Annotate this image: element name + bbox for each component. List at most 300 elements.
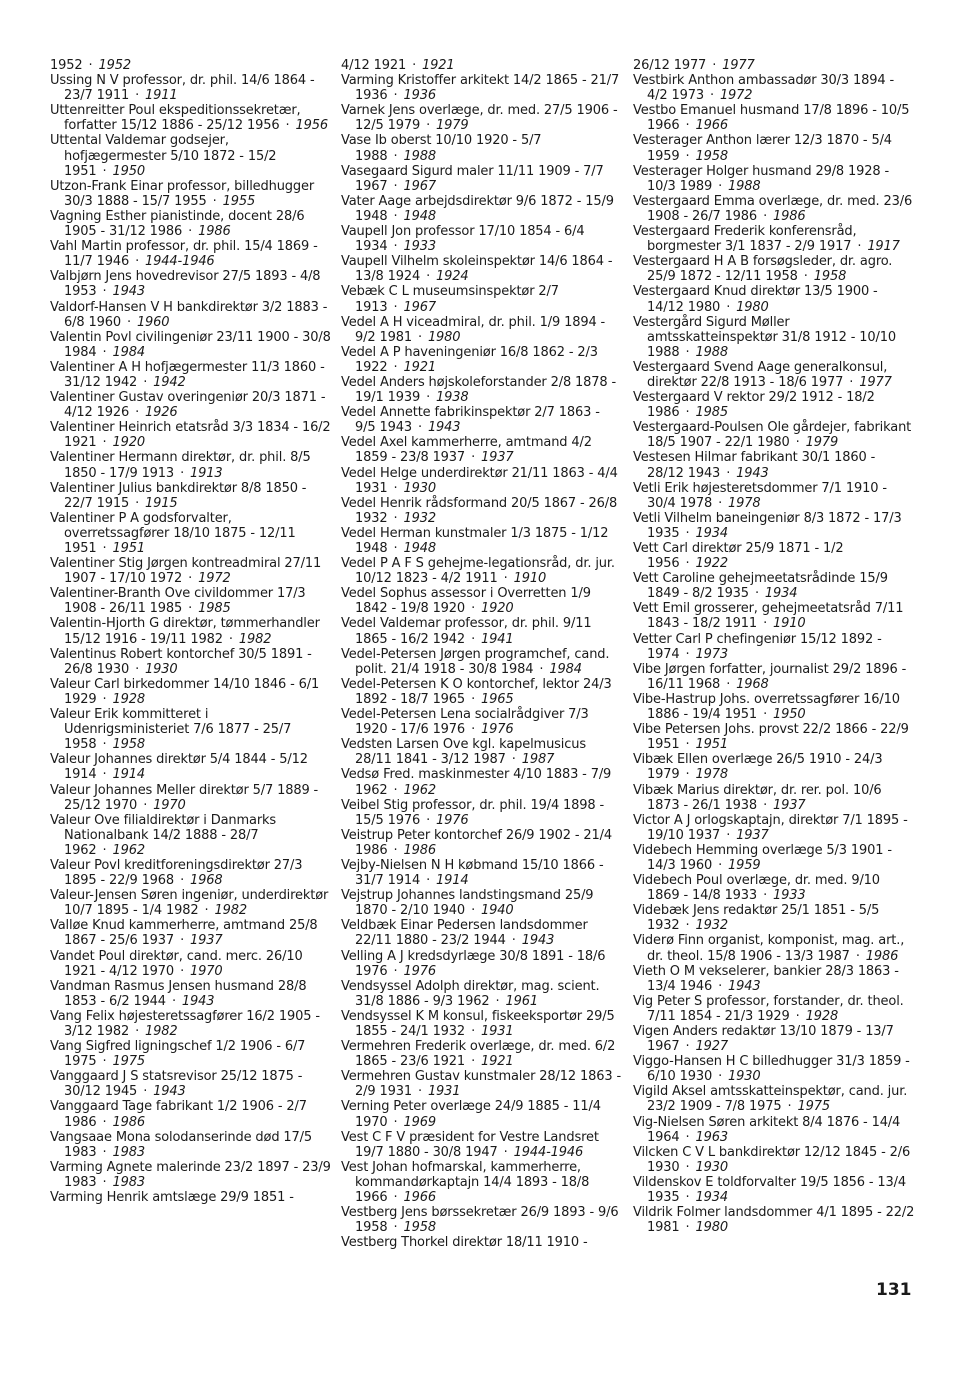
entry-text: Varming Kristoffer arkitekt 14/2 1865 - 21/7 1936 xyxy=(341,73,620,104)
entry-text: Valeur Povl kreditforeningsdirektør 27/3 1895 - 22/9 1968 xyxy=(50,857,303,889)
separator-dot: · xyxy=(511,933,516,949)
entry-year: 1934 xyxy=(695,1190,728,1206)
register-entry xyxy=(50,330,332,360)
separator-dot: · xyxy=(135,254,140,270)
entry-text: Vildrik Folmer landsdommer 4/1 1895 - 22/2 1981 xyxy=(633,1205,915,1236)
entry-text: Vestbo Emanuel husmand 17/8 1896 - 10/5 1966 xyxy=(633,103,910,134)
entry-year: 1914 xyxy=(436,873,469,889)
entry-year: 1967 xyxy=(403,299,436,315)
separator-dot: · xyxy=(539,661,544,677)
register-entry xyxy=(341,405,623,435)
entry-year: 1934 xyxy=(764,586,798,602)
entry-year: 1936 xyxy=(403,88,436,104)
separator-dot: · xyxy=(126,314,131,330)
register-entry xyxy=(633,58,915,73)
entry-year: 1932 xyxy=(695,918,728,934)
entry-text: Vejby-Nielsen N H købmand 15/10 1866 - 31/7 1914 xyxy=(341,857,604,889)
entry-text: Vedel-Petersen Lena socialrådgiver 7/3 1920 - 17/6 1976 xyxy=(341,707,589,738)
entry-text: Vestergaard H A B forsøgsleder, dr. agro. 25/9 1872 - 12/11 1958 xyxy=(633,254,893,285)
entry-text: Vig-Nielsen Søren arkitekt 8/4 1876 - 14/4 1964 xyxy=(633,1114,901,1145)
register-entry xyxy=(341,1205,623,1235)
entry-year: 1943 xyxy=(728,978,761,994)
entry-text: Vanggaard J S statsrevisor 25/12 1875 - 30/12 1945 xyxy=(50,1069,303,1100)
entry-year: 1948 xyxy=(403,541,436,556)
separator-dot: · xyxy=(393,510,398,526)
entry-text: Valentiner Julius bankdirektør 8/8 1850 - 22/7 1915 xyxy=(50,480,307,511)
separator-dot: · xyxy=(511,752,516,768)
separator-dot: · xyxy=(393,359,398,375)
separator-dot: · xyxy=(685,1039,690,1055)
entry-text: Victor A J orlogskaptajn, direktør 7/1 1895 - 19/10 1937 xyxy=(633,812,908,843)
entry-text: Vedel A P haveningeniør 16/8 1862 - 2/3 1922 xyxy=(341,344,598,375)
separator-dot: · xyxy=(754,586,759,602)
entry-text: Vestberg Jens børssekretær 26/9 1893 - 9/6 1958 xyxy=(341,1205,619,1236)
entry-year: 1970 xyxy=(190,963,223,979)
entry-year: 1933 xyxy=(403,239,436,255)
entry-text: Vahl Martin professor, dr. phil. 15/4 1869 - 11/7 1946 xyxy=(50,239,318,270)
register-entry xyxy=(633,692,915,722)
register-entry xyxy=(50,360,332,390)
register-entry xyxy=(341,979,623,1009)
entry-year: 1917 xyxy=(867,239,900,255)
entry-year: 1970 xyxy=(153,797,186,813)
entry-text: Vase Ib oberst 10/10 1920 - 5/7 1988 xyxy=(341,133,542,164)
entry-year: 1928 xyxy=(805,1008,839,1024)
entry-year: 1928 xyxy=(112,691,145,707)
separator-dot: · xyxy=(763,208,768,224)
entry-year: 1967 xyxy=(403,178,436,194)
entry-text: Velling A J kredsdyrlæge 30/8 1891 - 18/6 1976 xyxy=(341,948,606,979)
entry-year: 1982 xyxy=(214,903,247,919)
entry-text: Vigen Anders redaktør 13/10 1879 - 13/7 1967 xyxy=(633,1024,894,1055)
register-entry xyxy=(633,783,915,813)
entry-year: 1965 xyxy=(481,691,514,707)
register-entry xyxy=(341,767,623,797)
separator-dot: · xyxy=(135,661,140,677)
entry-text: 26/12 1977 xyxy=(633,58,707,73)
separator-dot: · xyxy=(393,782,398,798)
separator-dot: · xyxy=(685,118,690,134)
register-entry xyxy=(633,1024,915,1054)
entry-text: Vestergaard Frederik konferensråd, borgmester 3/1 1837 - 2/9 1917 xyxy=(633,224,857,255)
entry-year: 1930 xyxy=(728,1069,761,1085)
entry-year: 1959 xyxy=(728,857,761,873)
entry-year: 1985 xyxy=(198,601,231,617)
entry-text: Vesterager Holger husmand 29/8 1928 - 10/3 1989 xyxy=(633,163,890,194)
entry-year: 1976 xyxy=(481,722,514,738)
separator-dot: · xyxy=(712,58,717,73)
separator-dot: · xyxy=(102,842,107,858)
separator-dot: · xyxy=(718,857,723,873)
entry-text: Vedel Axel kammerherre, amtmand 4/2 1859 - 23/8 1937 xyxy=(341,435,592,466)
entry-year: 1962 xyxy=(403,782,436,798)
entry-text: Vangsaae Mona solodanserinde død 17/5 1983 xyxy=(50,1129,313,1160)
entry-text: Videbech Poul overlæge, dr. med. 9/10 1869 - 14/8 1933 xyxy=(633,873,880,904)
register-entry xyxy=(633,224,915,254)
register-entry xyxy=(50,269,332,299)
entry-year: 1980 xyxy=(736,299,769,315)
column-3 xyxy=(633,58,915,1235)
entry-year: 1976 xyxy=(403,963,436,979)
column-1 xyxy=(50,58,332,1205)
separator-dot: · xyxy=(417,1084,422,1100)
entry-text: Vermehren Gustav kunstmaler 28/12 1863 - 2/9 1931 xyxy=(341,1069,622,1100)
separator-dot: · xyxy=(685,646,690,662)
entry-year: 1976 xyxy=(436,812,469,828)
separator-dot: · xyxy=(685,918,690,934)
entry-text: Valeur Erik kommitteret i Udenrigsministeriet 7/6 1877 - 25/7 1958 xyxy=(50,707,292,753)
entry-text: Vestberg Thorkel direktør 18/11 1910 - xyxy=(341,1235,588,1251)
entry-text: Vedel Helge underdirektør 21/11 1863 - 4/4 1931 xyxy=(341,465,618,496)
register-entry xyxy=(341,345,623,375)
register-entry xyxy=(341,194,623,224)
entry-year: 1969 xyxy=(403,1114,436,1130)
register-entry xyxy=(50,179,332,209)
register-entry xyxy=(50,858,332,888)
register-entry xyxy=(50,133,332,178)
separator-dot: · xyxy=(857,239,862,255)
entry-text: Valentiner Hermann direktør, dr. phil. 8/5 1850 - 17/9 1913 xyxy=(50,450,311,481)
register-entry xyxy=(633,964,915,994)
entry-year: 1930 xyxy=(695,1159,728,1175)
register-entry xyxy=(341,254,623,284)
entry-text: Valentinus Robert kontorchef 30/5 1891 - 26/8 1930 xyxy=(50,646,312,677)
register-entry xyxy=(341,586,623,616)
entry-text: Varming Henrik amtslæge 29/9 1851 - xyxy=(50,1190,294,1206)
page-number: 131 xyxy=(876,1280,912,1300)
entry-text: Vibæk Ellen overlæge 26/5 1910 - 24/3 1979 xyxy=(633,752,883,783)
register-entry xyxy=(633,254,915,284)
separator-dot: · xyxy=(685,405,690,421)
register-entry xyxy=(633,73,915,103)
entry-year: 1938 xyxy=(436,390,469,406)
entry-text: Vilcken C V L bankdirektør 12/12 1845 - 2/6 1930 xyxy=(633,1144,911,1175)
entry-text: Valentiner-Branth Ove civildommer 17/3 1908 - 26/11 1985 xyxy=(50,586,306,617)
entry-year: 1926 xyxy=(145,405,178,421)
entry-text: Vesterager Anthon lærer 12/3 1870 - 5/4 1959 xyxy=(633,133,892,164)
register-entry xyxy=(50,390,332,420)
separator-dot: · xyxy=(180,933,185,949)
entry-text: Vedel Herman kunstmaler 1/3 1875 - 1/12 1948 xyxy=(341,525,609,556)
entry-year: 1910 xyxy=(773,616,806,632)
entry-year: 1975 xyxy=(112,1054,145,1070)
entry-text: Vieth O M vekselerer, bankier 28/3 1863 - 13/4 1946 xyxy=(633,963,899,994)
separator-dot: · xyxy=(718,178,723,194)
register-entry xyxy=(341,133,623,163)
entry-year: 1958 xyxy=(695,148,728,164)
entry-year: 1961 xyxy=(505,993,538,1009)
entry-text: Vett Emil grosserer, gehejmeetatsråd 7/11 1843 - 18/2 1911 xyxy=(633,601,904,632)
register-entry xyxy=(341,1009,623,1039)
entry-year: 1931 xyxy=(427,1084,461,1100)
register-entry xyxy=(341,375,623,405)
register-entry xyxy=(633,601,915,631)
entry-text: Vasegaard Sigurd maler 11/11 1909 - 7/7 1967 xyxy=(341,163,604,194)
entry-text: Vestergaard Knud direktør 13/5 1900 - 14/12 1980 xyxy=(633,284,878,315)
entry-text: Vett Carl direktør 25/9 1871 - 1/2 1956 xyxy=(633,541,844,572)
register-entry xyxy=(50,1130,332,1160)
register-entry xyxy=(50,239,332,269)
entry-year: 1924 xyxy=(436,269,469,285)
register-entry xyxy=(341,1130,623,1160)
entry-year: 1986 xyxy=(112,1114,145,1130)
entry-text: Valeur Carl birkedommer 14/10 1846 - 6/1 1929 xyxy=(50,676,320,707)
register-entry xyxy=(50,556,332,586)
entry-text: Vett Caroline gehejmeetatsrådinde 15/9 1849 - 8/2 1935 xyxy=(633,571,888,602)
entry-year: 1955 xyxy=(222,193,256,209)
separator-dot: · xyxy=(204,903,209,919)
entry-text: Viderø Finn organist, komponist, mag. art., dr. theol. 15/8 1906 - 13/3 1987 xyxy=(633,933,905,964)
separator-dot: · xyxy=(685,767,690,783)
entry-text: Videbæk Jens redaktør 25/1 1851 - 5/5 1932 xyxy=(633,903,880,934)
separator-dot: · xyxy=(763,888,768,904)
entry-year: 1987 xyxy=(521,752,555,768)
entry-year: 1958 xyxy=(403,1220,436,1236)
register-entry xyxy=(341,224,623,254)
entry-text: Ussing N V professor, dr. phil. 14/6 1864 - 23/7 1911 xyxy=(50,73,315,104)
separator-dot: · xyxy=(393,178,398,194)
register-entry xyxy=(633,752,915,782)
separator-dot: · xyxy=(102,1114,107,1130)
entry-text: Vater Aage arbejdsdirektør 9/6 1872 - 15/9 1948 xyxy=(341,193,614,224)
entry-year: 1940 xyxy=(481,903,514,919)
separator-dot: · xyxy=(102,435,107,451)
separator-dot: · xyxy=(212,193,217,209)
separator-dot: · xyxy=(135,405,140,421)
register-entry xyxy=(341,435,623,465)
separator-dot: · xyxy=(471,722,476,738)
register-entry xyxy=(50,1190,332,1205)
entry-text: 1952 xyxy=(50,58,83,73)
register-entry xyxy=(50,949,332,979)
entry-year: 1979 xyxy=(805,435,839,451)
entry-text: Vebæk C L museumsinspektør 2/7 1913 xyxy=(341,284,559,315)
entry-text: Vedel A H viceadmiral, dr. phil. 1/9 1894 - 9/2 1981 xyxy=(341,314,606,345)
register-entry xyxy=(50,73,332,103)
entry-year: 1975 xyxy=(797,1099,830,1115)
separator-dot: · xyxy=(726,676,731,692)
register-entry xyxy=(633,541,915,571)
register-entry xyxy=(341,918,623,948)
separator-dot: · xyxy=(803,269,808,285)
entry-text: Vaupell Jon professor 17/10 1854 - 6/4 1934 xyxy=(341,224,585,255)
separator-dot: · xyxy=(726,465,731,481)
separator-dot: · xyxy=(102,1174,107,1190)
separator-dot: · xyxy=(426,812,431,828)
separator-dot: · xyxy=(102,1144,107,1160)
separator-dot: · xyxy=(180,963,185,979)
separator-dot: · xyxy=(188,571,193,587)
register-entry xyxy=(633,662,915,692)
entry-year: 1958 xyxy=(112,737,145,753)
separator-dot: · xyxy=(393,239,398,255)
entry-text: Vedel Valdemar professor, dr. phil. 9/11 1865 - 16/2 1942 xyxy=(341,616,592,647)
separator-dot: · xyxy=(102,541,107,556)
entry-text: Vest C F V præsident for Vestre Landsret 19/7 1880 - 30/8 1947 xyxy=(341,1129,599,1160)
entry-year: 1962 xyxy=(112,842,145,858)
separator-dot: · xyxy=(228,631,233,647)
register-entry xyxy=(50,752,332,782)
separator-dot: · xyxy=(393,1114,398,1130)
register-entry xyxy=(341,677,623,707)
separator-dot: · xyxy=(718,1069,723,1085)
entry-year: 1921 xyxy=(403,359,436,375)
register-entry xyxy=(341,496,623,526)
register-entry xyxy=(50,707,332,752)
separator-dot: · xyxy=(143,374,148,390)
entry-year: 1943 xyxy=(181,993,215,1009)
separator-dot: · xyxy=(726,827,731,843)
separator-dot: · xyxy=(88,58,93,73)
entry-year: 1943 xyxy=(736,465,769,481)
entry-text: Valentiner Heinrich etatsråd 3/3 1834 - 16/2 1921 xyxy=(50,420,331,451)
register-entry xyxy=(50,1069,332,1099)
entry-year: 1968 xyxy=(736,676,769,692)
separator-dot: · xyxy=(143,797,148,813)
entry-text: Valentin Povl civilingeniør 23/11 1900 - 30/8 1984 xyxy=(50,329,331,360)
entry-year: 1951 xyxy=(695,737,728,753)
entry-text: Vendsyssel K M konsul, fiskeeksportør 29/5 1855 - 24/1 1932 xyxy=(341,1008,615,1039)
entry-year: 1988 xyxy=(728,178,761,194)
separator-dot: · xyxy=(143,1084,148,1100)
separator-dot: · xyxy=(180,465,185,481)
entry-year: 1920 xyxy=(481,601,514,617)
entry-text: Valeur Johannes Meller direktør 5/7 1889 - 25/12 1970 xyxy=(50,782,319,813)
register-entry xyxy=(341,284,623,314)
entry-year: 1950 xyxy=(112,163,145,179)
separator-dot: · xyxy=(102,737,107,753)
register-entry xyxy=(633,933,915,963)
entry-text: Videbech Hemming overlæge 5/3 1901 - 14/3 1960 xyxy=(633,842,892,873)
entry-year: 1937 xyxy=(190,933,223,949)
separator-dot: · xyxy=(471,450,476,466)
separator-dot: · xyxy=(417,420,422,436)
entry-year: 1937 xyxy=(773,797,806,813)
entry-year: 1984 xyxy=(112,344,145,360)
separator-dot: · xyxy=(503,1144,508,1160)
separator-dot: · xyxy=(135,88,140,104)
entry-year: 1952 xyxy=(98,58,131,73)
register-entry xyxy=(50,616,332,646)
entry-text: Vestergaard V rektor 29/2 1912 - 18/2 1986 xyxy=(633,390,875,421)
entry-year: 1986 xyxy=(773,208,806,224)
entry-year: 1968 xyxy=(190,873,223,889)
register-entry xyxy=(633,1084,915,1114)
separator-dot: · xyxy=(393,299,398,315)
entry-text: Valentiner A H hofjægermester 11/3 1860 - 31/12 1942 xyxy=(50,359,325,390)
entry-year: 1984 xyxy=(549,661,582,677)
separator-dot: · xyxy=(393,88,398,104)
separator-dot: · xyxy=(685,1190,690,1206)
separator-dot: · xyxy=(393,480,398,496)
register-entry xyxy=(633,571,915,601)
separator-dot: · xyxy=(471,631,476,647)
entry-year: 1978 xyxy=(695,767,728,783)
entry-year: 1977 xyxy=(859,374,892,390)
entry-year: 1943 xyxy=(521,933,555,949)
entry-year: 1948 xyxy=(403,208,436,224)
entry-text: Vang Felix højesteretssagfører 16/2 1905 - 3/12 1982 xyxy=(50,1008,320,1039)
separator-dot: · xyxy=(849,374,854,390)
separator-dot: · xyxy=(685,344,690,360)
register-entry xyxy=(50,888,332,918)
separator-dot: · xyxy=(471,1054,476,1070)
entry-year: 1943 xyxy=(153,1084,186,1100)
entry-year: 1933 xyxy=(773,888,806,904)
separator-dot: · xyxy=(426,873,431,889)
entry-text: Verning Peter overlæge 24/9 1885 - 11/4 1970 xyxy=(341,1099,601,1130)
entry-year: 1931 xyxy=(481,1024,514,1039)
register-entry xyxy=(633,1145,915,1175)
separator-dot: · xyxy=(102,163,107,179)
register-entry xyxy=(341,1235,623,1250)
register-entry xyxy=(50,783,332,813)
register-entry xyxy=(341,1069,623,1099)
separator-dot: · xyxy=(417,329,422,345)
separator-dot: · xyxy=(471,1024,476,1039)
entry-year: 1988 xyxy=(695,344,728,360)
entry-text: Vetter Carl P chefingeniør 15/12 1892 - 1974 xyxy=(633,631,882,662)
column-2 xyxy=(341,58,623,1250)
entry-text: Vetli Vilhelm baneingeniør 8/3 1872 - 17/3 1935 xyxy=(633,510,902,541)
separator-dot: · xyxy=(102,1054,107,1070)
register-entry xyxy=(50,450,332,480)
entry-text: Valeur Ove filialdirektør i Danmarks Nationalbank 14/2 1888 - 28/7 1962 xyxy=(50,812,277,858)
register-entry xyxy=(50,979,332,1009)
entry-year: 1979 xyxy=(436,118,469,134)
entry-year: 1982 xyxy=(238,631,272,647)
entry-text: Vedsten Larsen Ove kgl. kapelmusicus 28/11 1841 - 3/12 1987 xyxy=(341,737,586,768)
separator-dot: · xyxy=(171,993,176,1009)
register-entry xyxy=(50,209,332,239)
entry-text: Valentiner Gustav overingeniør 20/3 1871 - 4/12 1926 xyxy=(50,390,326,421)
entry-text: Vermehren Frederik overlæge, dr. med. 6/2 1865 - 23/6 1921 xyxy=(341,1039,616,1070)
register-entry xyxy=(341,707,623,737)
entry-year: 1921 xyxy=(481,1054,514,1070)
entry-text: Vejstrup Johannes landstingsmand 25/9 1870 - 2/10 1940 xyxy=(341,888,594,919)
entry-text: Vang Sigfred ligningschef 1/2 1906 - 6/7 1975 xyxy=(50,1039,306,1070)
separator-dot: · xyxy=(188,224,193,240)
entry-text: Vibe Jørgen forfatter, journalist 29/2 1896 - 16/11 1968 xyxy=(633,661,907,692)
register-entry xyxy=(633,994,915,1024)
entry-text: Vestergaard-Poulsen Ole gårdejer, fabrikant 18/5 1907 - 22/1 1980 xyxy=(633,420,912,451)
separator-dot: · xyxy=(393,842,398,858)
entry-text: Vendsyssel Adolph direktør, mag. scient. 31/8 1886 - 9/3 1962 xyxy=(341,978,600,1009)
entry-year: 1963 xyxy=(695,1129,728,1145)
register-entry xyxy=(633,813,915,843)
register-entry xyxy=(633,315,915,360)
entry-text: Vedsø Fred. maskinmester 4/10 1883 - 7/9 1962 xyxy=(341,767,612,798)
entry-text: Uttental Valdemar godsejer, hofjægermester 5/10 1872 - 15/2 1951 xyxy=(50,133,277,179)
entry-text: Valeur Johannes direktør 5/4 1844 - 5/12 1914 xyxy=(50,752,308,783)
separator-dot: · xyxy=(685,1159,690,1175)
register-entry xyxy=(633,511,915,541)
register-entry xyxy=(341,73,623,103)
separator-dot: · xyxy=(471,903,476,919)
register-entry xyxy=(341,798,623,828)
register-entry xyxy=(633,390,915,420)
separator-dot: · xyxy=(503,571,508,587)
entry-text: Veibel Stig professor, dr. phil. 19/4 1898 - 15/5 1976 xyxy=(341,797,605,828)
register-entry xyxy=(50,1099,332,1129)
register-entry xyxy=(633,420,915,450)
register-entry xyxy=(341,315,623,345)
entry-text: Vest Johan hofmarskal, kammerherre, kommandørkaptajn 14/4 1893 - 18/8 1966 xyxy=(341,1159,590,1206)
entry-year: 1943 xyxy=(112,284,145,300)
register-entry xyxy=(50,58,332,73)
entry-year: 1937 xyxy=(736,827,769,843)
entry-text: Vibæk Marius direktør, dr. rer. pol. 10/6 1873 - 26/1 1938 xyxy=(633,782,882,813)
